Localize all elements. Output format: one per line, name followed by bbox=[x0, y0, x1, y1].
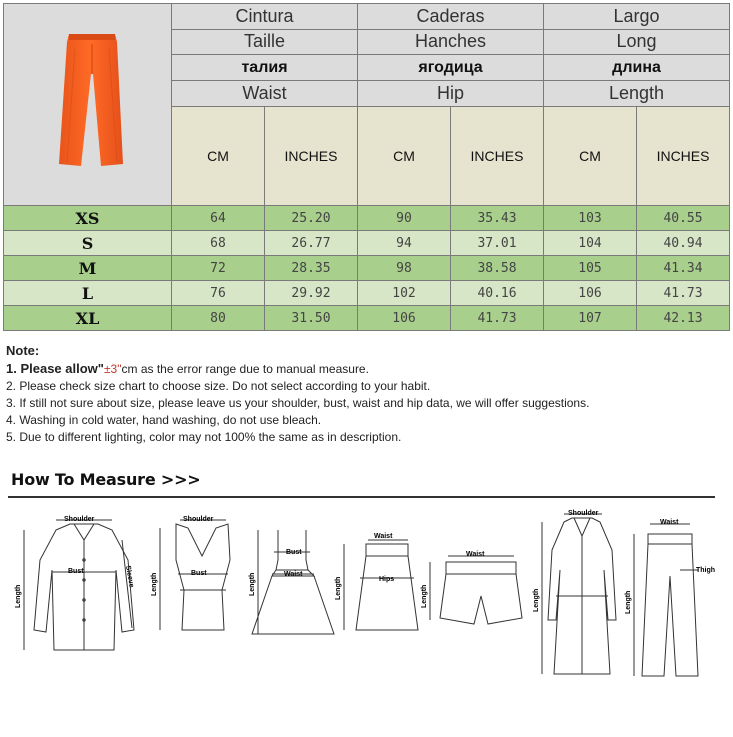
hip-cm-cell: 102 bbox=[358, 281, 451, 306]
waist-label: Waist bbox=[284, 571, 303, 578]
length-cm-cell: 107 bbox=[544, 306, 637, 331]
unit-cell: CM bbox=[172, 106, 265, 206]
length-label: Length bbox=[249, 572, 256, 596]
length-label: Length bbox=[335, 576, 342, 600]
section-divider bbox=[8, 496, 715, 498]
size-label: L bbox=[4, 281, 172, 306]
waist-cm-cell: 68 bbox=[172, 231, 265, 256]
length-cm-cell: 103 bbox=[544, 206, 637, 231]
waist-cm-cell: 80 bbox=[172, 306, 265, 331]
waist-in-cell: 31.50 bbox=[265, 306, 358, 331]
waist-in-cell: 26.77 bbox=[265, 231, 358, 256]
length-label: Length bbox=[533, 588, 540, 612]
notes-section bbox=[6, 342, 726, 446]
note-text: cm as the error range due to manual measure. bbox=[121, 362, 369, 376]
size-label: XS bbox=[4, 206, 172, 231]
sleeve-label: Sleeve bbox=[124, 565, 135, 589]
note-item: 4. Washing in cold water, hand washing, do not use bleach. bbox=[6, 413, 322, 427]
sleeveless-top-diagram bbox=[151, 516, 230, 630]
table-row bbox=[4, 231, 730, 256]
length-cm-cell: 105 bbox=[544, 256, 637, 281]
table-row bbox=[4, 256, 730, 281]
waist-in-cell: 29.92 bbox=[265, 281, 358, 306]
length-cm-cell: 106 bbox=[544, 281, 637, 306]
length-in-cell: 41.73 bbox=[637, 281, 730, 306]
unit-cell: CM bbox=[544, 106, 637, 206]
length-header-fr: Long bbox=[544, 29, 730, 55]
shorts-diagram bbox=[421, 551, 522, 624]
hip-in-cell: 37.01 bbox=[451, 231, 544, 256]
waist-label: Waist bbox=[660, 519, 679, 526]
table-row bbox=[4, 206, 730, 231]
hip-cm-cell: 90 bbox=[358, 206, 451, 231]
length-label: Length bbox=[421, 584, 428, 608]
unit-cell: INCHES bbox=[265, 106, 358, 206]
measurement-diagrams bbox=[8, 500, 728, 730]
shoulder-label: Shoulder bbox=[568, 510, 599, 517]
hip-header-fr: Hanches bbox=[358, 29, 544, 55]
size-chart-table bbox=[3, 3, 730, 331]
length-header-ru: длина bbox=[544, 55, 730, 81]
waist-header-ru: талия bbox=[172, 55, 358, 81]
length-header-en: Length bbox=[544, 80, 730, 106]
notes-title: Note: bbox=[6, 343, 40, 358]
waist-header-en: Waist bbox=[172, 80, 358, 106]
note-emphasis: 1. Please allow" bbox=[6, 361, 104, 376]
hips-label: Hips bbox=[379, 576, 395, 583]
hip-in-cell: 40.16 bbox=[451, 281, 544, 306]
shoulder-label: Shoulder bbox=[183, 516, 214, 523]
waist-header-es: Cintura bbox=[172, 4, 358, 30]
length-in-cell: 41.34 bbox=[637, 256, 730, 281]
waist-label: Waist bbox=[466, 551, 485, 558]
trousers-diagram bbox=[625, 519, 715, 676]
skirt-diagram bbox=[335, 533, 418, 630]
length-cm-cell: 104 bbox=[544, 231, 637, 256]
length-in-cell: 40.94 bbox=[637, 231, 730, 256]
waist-cm-cell: 64 bbox=[172, 206, 265, 231]
how-to-measure-title: How To Measure >>> bbox=[11, 470, 201, 489]
note-item bbox=[6, 360, 726, 378]
hip-in-cell: 41.73 bbox=[451, 306, 544, 331]
header-row-es bbox=[4, 4, 730, 30]
length-label: Length bbox=[151, 572, 158, 596]
shoulder-label: Shoulder bbox=[64, 516, 95, 523]
note-item: 3. If still not sure about size, please leave us your shoulder, bust, waist and hip data, we will offer suggestions. bbox=[6, 396, 590, 410]
length-in-cell: 40.55 bbox=[637, 206, 730, 231]
waist-label: Waist bbox=[374, 533, 393, 540]
shirt-diagram bbox=[15, 516, 135, 650]
size-label: M bbox=[4, 256, 172, 281]
note-item: 5. Due to different lighting, color may not 100% the same as in description. bbox=[6, 430, 402, 444]
bust-label: Bust bbox=[68, 568, 84, 575]
unit-cell: INCHES bbox=[451, 106, 544, 206]
tolerance-value: ±3" bbox=[103, 362, 122, 376]
hip-cm-cell: 106 bbox=[358, 306, 451, 331]
unit-cell: INCHES bbox=[637, 106, 730, 206]
thigh-label: Thigh bbox=[696, 567, 716, 574]
size-label: S bbox=[4, 231, 172, 256]
dress-diagram bbox=[249, 530, 334, 634]
length-header-es: Largo bbox=[544, 4, 730, 30]
hip-header-es: Caderas bbox=[358, 4, 544, 30]
length-label: Length bbox=[15, 584, 22, 608]
length-in-cell: 42.13 bbox=[637, 306, 730, 331]
waist-cm-cell: 72 bbox=[172, 256, 265, 281]
waist-header-fr: Taille bbox=[172, 29, 358, 55]
product-image-cell bbox=[4, 4, 172, 206]
hip-header-en: Hip bbox=[358, 80, 544, 106]
orange-trousers-image bbox=[5, 4, 171, 200]
unit-cell: CM bbox=[358, 106, 451, 206]
bust-label: Bust bbox=[286, 549, 302, 556]
hip-header-ru: ягодица bbox=[358, 55, 544, 81]
table-row bbox=[4, 306, 730, 331]
hip-cm-cell: 94 bbox=[358, 231, 451, 256]
waist-in-cell: 28.35 bbox=[265, 256, 358, 281]
table-row bbox=[4, 281, 730, 306]
length-label: Length bbox=[625, 590, 632, 614]
hip-cm-cell: 98 bbox=[358, 256, 451, 281]
bust-label: Bust bbox=[191, 570, 207, 577]
note-item: 2. Please check size chart to choose size. Do not select according to your habit. bbox=[6, 379, 431, 393]
waist-in-cell: 25.20 bbox=[265, 206, 358, 231]
waist-cm-cell: 76 bbox=[172, 281, 265, 306]
coat-diagram bbox=[533, 510, 616, 674]
hip-in-cell: 35.43 bbox=[451, 206, 544, 231]
size-label: XL bbox=[4, 306, 172, 331]
hip-in-cell: 38.58 bbox=[451, 256, 544, 281]
